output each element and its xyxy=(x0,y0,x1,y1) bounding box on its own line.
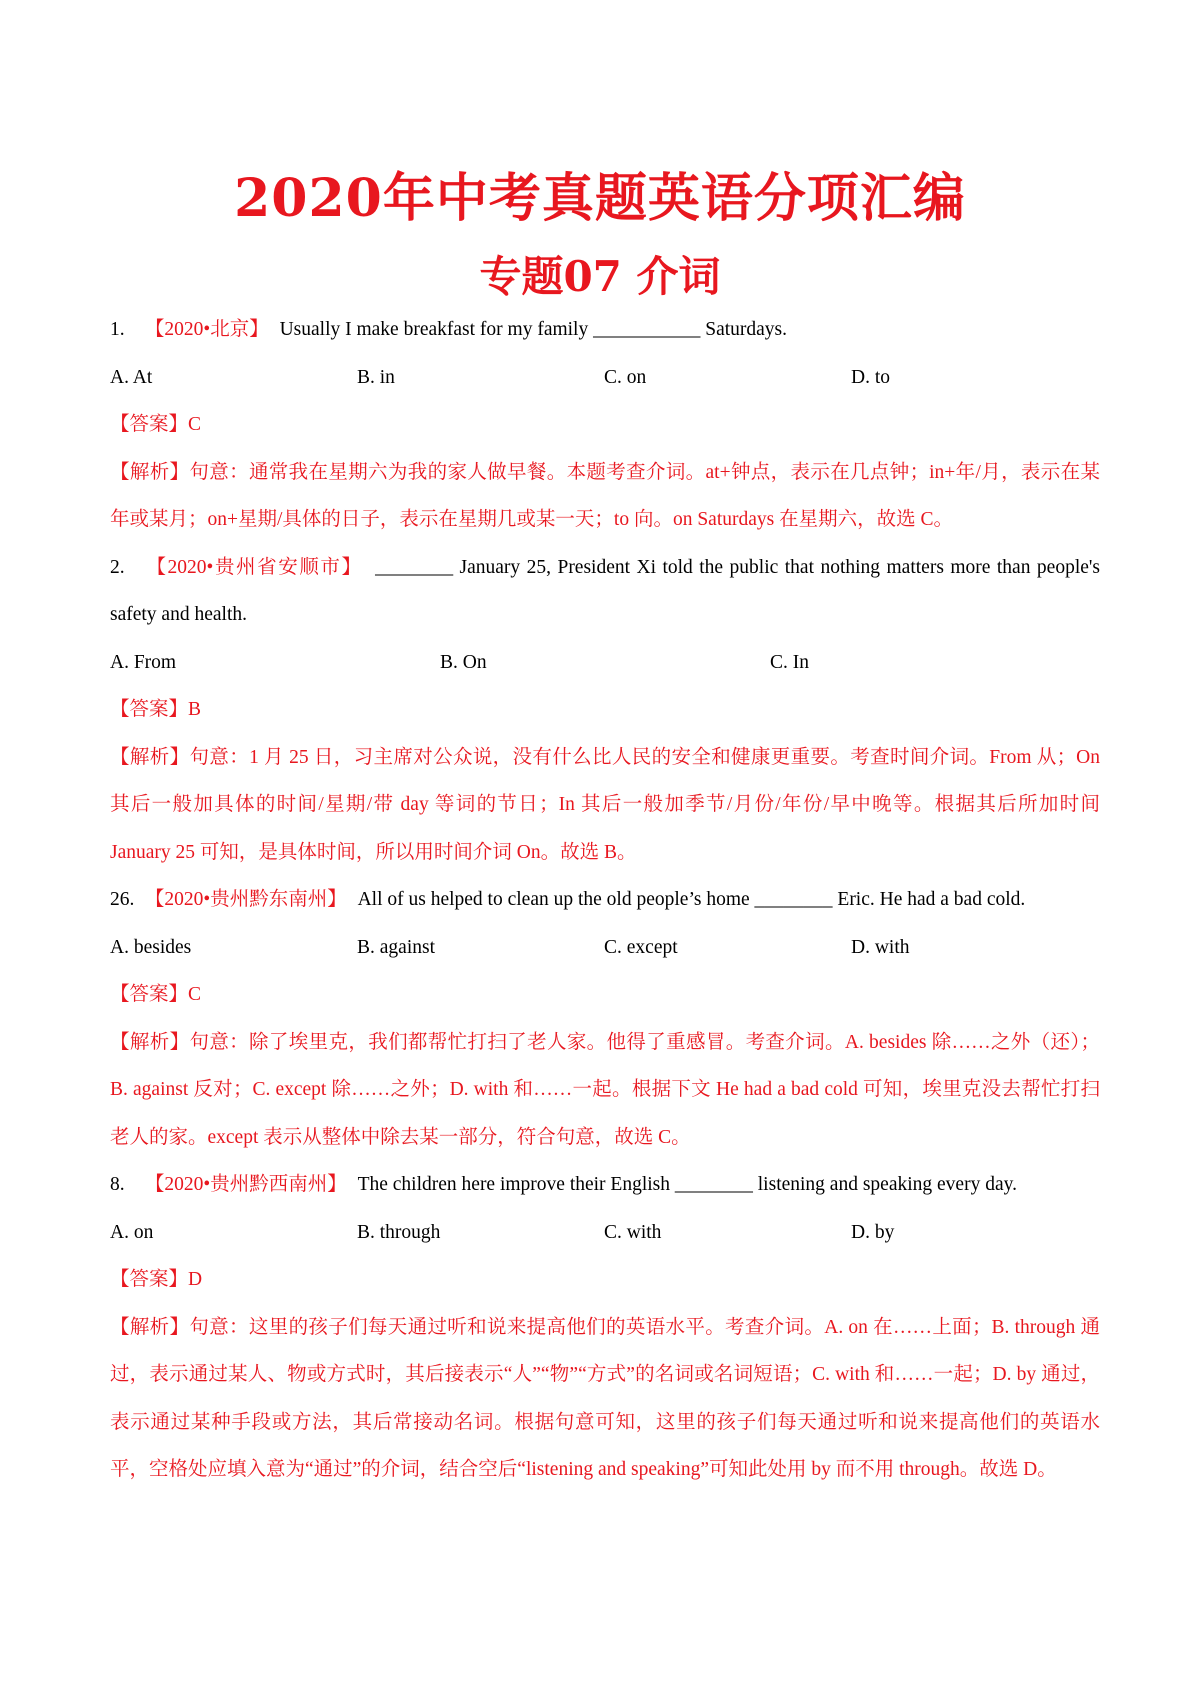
question-item xyxy=(110,876,1100,1161)
answer-value: B xyxy=(188,699,202,720)
analysis-block xyxy=(110,449,1100,544)
question-source: 【2020•北京】 xyxy=(144,319,269,340)
document-subtitle: 专题07 介词 xyxy=(479,252,721,301)
question-source: 【2020•贵州黔东南州】 xyxy=(144,889,347,910)
option-row xyxy=(110,1209,1100,1257)
question-number: 8. xyxy=(110,1174,125,1195)
option-a: A. From xyxy=(110,651,177,673)
analysis-label: 【解析】 xyxy=(110,1316,190,1338)
question-stem: ________ January 25, President Xi told the public that nothing matters more than people's safety and health. xyxy=(110,556,1101,625)
answer-label: 【答案】 xyxy=(110,984,189,1005)
question-stem: All of us helped to clean up the old people’s home ________ Eric. He had a bad cold. xyxy=(357,889,1026,910)
analysis-block xyxy=(110,1304,1100,1494)
analysis-label: 【解析】 xyxy=(110,461,190,483)
answer-value: D xyxy=(188,1269,203,1290)
answer-value: C xyxy=(188,984,202,1005)
question-stem: Usually I make breakfast for my family ___________ Saturdays. xyxy=(279,319,788,340)
option-d: D. with xyxy=(851,936,910,958)
answer-label: 【答案】 xyxy=(110,699,189,720)
analysis-label: 【解析】 xyxy=(110,746,190,768)
option-b: B. against xyxy=(357,936,435,958)
option-d: D. by xyxy=(851,1221,895,1243)
answer-line xyxy=(110,1256,1100,1304)
option-b: B. in xyxy=(357,366,395,388)
answer-line xyxy=(110,971,1100,1019)
analysis-block xyxy=(110,1019,1100,1162)
analysis-text: 句意：这里的孩子们每天通过听和说来提高他们的英语水平。考查介词。A. on 在……上面；B. through 通过，表示通过某人、物或方式时，其后接表示“人”“物”“方式”的名词或名词短语；C. with 和……一起；D. by 通过，表示通过某种手段或方法，其后常接动名词。根据句意可知，这里的孩子们每天通过听和说来提高他们的英语水平，空格处应填入意为“通过”的介词，结合空后“listening and speaking”可知此处用 by 而不用 through。故选 D。 xyxy=(110,1316,1100,1480)
answer-value: C xyxy=(188,414,202,435)
question-source: 【2020•贵州省安顺市】 xyxy=(146,556,363,578)
answer-line xyxy=(110,686,1100,734)
option-a: A. besides xyxy=(110,936,192,958)
option-b: B. through xyxy=(357,1221,441,1243)
question-stem: The children here improve their English ________ listening and speaking every day. xyxy=(357,1174,1017,1195)
option-c: C. except xyxy=(604,936,678,958)
analysis-block xyxy=(110,734,1100,877)
question-stem-line xyxy=(110,1161,1100,1209)
question-item xyxy=(110,544,1100,877)
answer-label: 【答案】 xyxy=(110,1269,189,1290)
option-a: A. on xyxy=(110,1221,154,1243)
option-c: C. In xyxy=(770,651,809,673)
option-a: A. At xyxy=(110,366,153,388)
question-stem-line xyxy=(110,876,1100,924)
question-list xyxy=(110,306,1100,1494)
option-row xyxy=(110,639,1100,687)
option-c: C. with xyxy=(604,1221,662,1243)
question-number: 1. xyxy=(110,319,125,340)
document-title: 2020年中考真题英语分项汇编 xyxy=(234,168,966,229)
question-stem-line xyxy=(110,306,1100,354)
question-stem-line xyxy=(110,544,1100,639)
option-d: D. to xyxy=(851,366,890,388)
option-row xyxy=(110,354,1100,402)
question-item xyxy=(110,306,1100,544)
option-b: B. On xyxy=(440,651,487,673)
analysis-text: 句意：通常我在星期六为我的家人做早餐。本题考查介词。at+钟点，表示在几点钟；in+年/月，表示在某年或某月；on+星期/具体的日子，表示在星期几或某一天；to 向。on Saturdays 在星期六，故选 C。 xyxy=(110,461,1100,530)
option-row xyxy=(110,924,1100,972)
answer-label: 【答案】 xyxy=(110,414,189,435)
question-item xyxy=(110,1161,1100,1494)
question-number: 2. xyxy=(110,556,125,578)
question-number: 26. xyxy=(110,889,135,910)
analysis-text: 句意：除了埃里克，我们都帮忙打扫了老人家。他得了重感冒。考查介词。A. besides 除……之外（还）；B. against 反对；C. except 除……之外；D. with 和……一起。根据下文 He had a bad cold 可知，埃里克没去帮忙打扫老人的家。except 表示从整体中除去某一部分，符合句意，故选 C。 xyxy=(110,1031,1100,1148)
answer-line xyxy=(110,401,1100,449)
question-source: 【2020•贵州黔西南州】 xyxy=(144,1174,347,1195)
analysis-text: 句意：1 月 25 日，习主席对公众说，没有什么比人民的安全和健康更重要。考查时间介词。From 从；On 其后一般加具体的时间/星期/带 day 等词的节日；In 其后一般加季节/月份/年份/早中晚等。根据其后所加时间 January 25 可知，是具体时间，所以用时间介词 On。故选 B。 xyxy=(110,746,1100,863)
option-c: C. on xyxy=(604,366,647,388)
analysis-label: 【解析】 xyxy=(110,1031,190,1053)
